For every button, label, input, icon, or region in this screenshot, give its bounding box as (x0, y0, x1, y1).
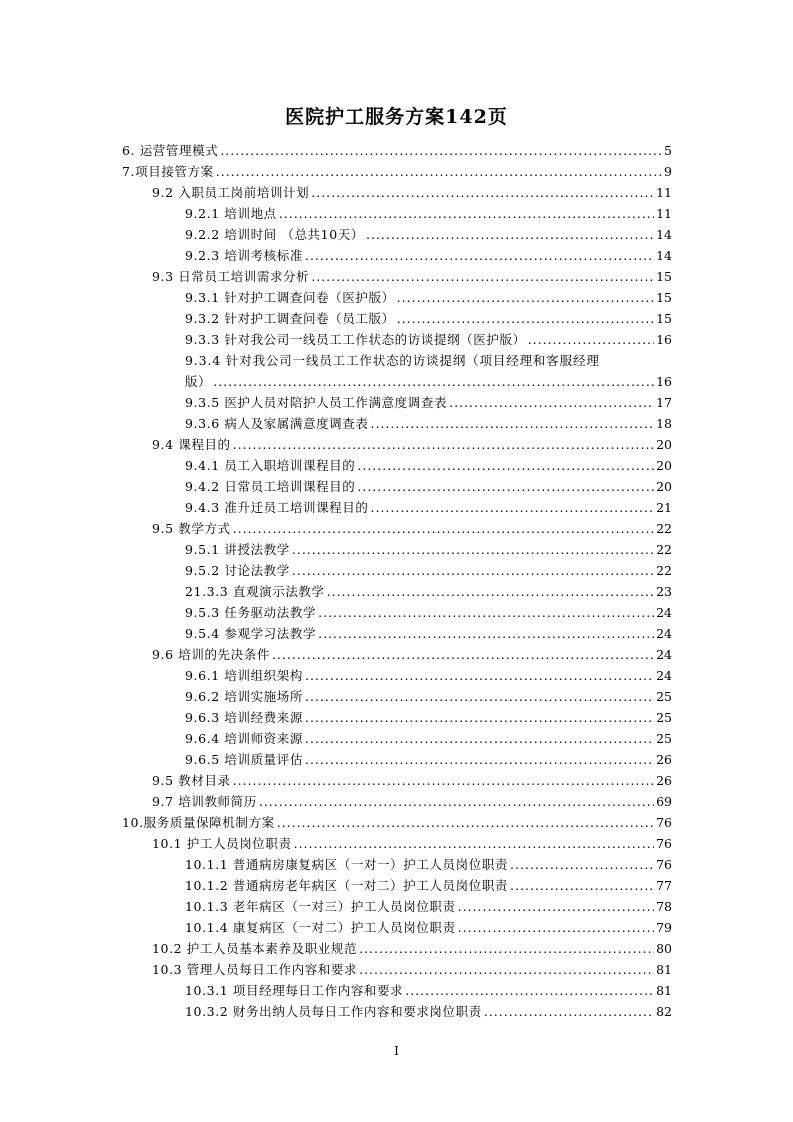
toc-label-continued: 版） (185, 374, 212, 389)
toc-leader-dots (220, 140, 662, 161)
toc-page-number: 20 (656, 437, 672, 452)
toc-label: 10.服务质量保障机制方案 (122, 815, 275, 830)
toc-label: 10.3.1 项目经理每日工作内容和要求 (185, 983, 404, 998)
toc-entry-9-5[interactable] (152, 518, 672, 539)
toc-leader-dots (259, 791, 654, 812)
toc-page-number: 9 (664, 164, 672, 179)
toc-leader-dots (484, 1001, 654, 1022)
toc-entry-9-3-2[interactable] (185, 308, 672, 329)
toc-page-number: 80 (656, 941, 672, 956)
toc-entry-9-4-1[interactable] (185, 455, 672, 476)
toc-entry-9-2[interactable] (152, 182, 672, 203)
toc-entry-10-1-2[interactable] (185, 875, 672, 896)
toc-page-number: 81 (656, 962, 672, 977)
toc-page-number: 11 (656, 185, 672, 200)
toc-entry-9-6-4[interactable] (185, 728, 672, 749)
toc-leader-dots (318, 602, 654, 623)
toc-page-number: 25 (656, 731, 672, 746)
toc-page-number: 20 (656, 458, 672, 473)
toc-leader-dots (528, 329, 654, 350)
toc-page-number: 15 (656, 311, 672, 326)
toc-label: 10.3 管理人员每日工作内容和要求 (152, 962, 358, 977)
toc-leader-dots (233, 770, 654, 791)
toc-label: 6. 运营管理模式 (122, 143, 219, 158)
toc-entry-9-6-5[interactable] (185, 749, 672, 770)
toc-leader-dots (510, 875, 654, 896)
toc-entry-10-1-1[interactable] (185, 854, 672, 875)
toc-page-number: 16 (656, 374, 672, 389)
toc-leader-dots (233, 518, 654, 539)
toc-label: 9.5.4 参观学习法教学 (185, 626, 317, 641)
toc-page-number: 22 (656, 542, 672, 557)
toc-label: 10.1.3 老年病区（一对三）护工人员岗位职责 (185, 899, 456, 914)
toc-label: 9.4.1 员工入职培训课程目的 (185, 458, 356, 473)
toc-page-number: 79 (656, 920, 672, 935)
toc-page-number: 24 (656, 668, 672, 683)
toc-entry-9-5-2[interactable] (185, 560, 672, 581)
toc-entry-9-2-3[interactable] (185, 245, 672, 266)
toc-leader-dots (277, 812, 654, 833)
toc-entry-9-3-4[interactable] (185, 350, 672, 392)
toc-leader-dots (405, 980, 654, 1001)
toc-label: 9.4.2 日常员工培训课程目的 (185, 479, 356, 494)
toc-page-number: 18 (656, 416, 672, 431)
toc-leader-dots (397, 308, 654, 329)
toc-leader-dots (397, 287, 654, 308)
toc-entry-21-3-3[interactable] (185, 581, 672, 602)
toc-leader-dots (216, 161, 662, 182)
toc-leader-dots (357, 455, 654, 476)
toc-leader-dots (311, 266, 654, 287)
toc-entry-10-3-2[interactable] (185, 1001, 672, 1022)
toc-page-number: 11 (656, 206, 672, 221)
toc-leader-dots (305, 707, 654, 728)
toc-leader-dots (305, 749, 654, 770)
toc-leader-dots (370, 497, 654, 518)
toc-page-number: 20 (656, 479, 672, 494)
toc-entry-9-4[interactable] (152, 434, 672, 455)
toc-entry-9-3-1[interactable] (185, 287, 672, 308)
toc-label: 9.7 培训教师简历 (152, 794, 257, 809)
toc-leader-dots (366, 224, 654, 245)
toc-page-number: 78 (656, 899, 672, 914)
toc-page-number: 14 (656, 227, 672, 242)
toc-label: 9.3.6 病人及家属满意度调查表 (185, 416, 369, 431)
toc-label: 9.3.4 针对我公司一线员工工作状态的访谈提纲（项目经理和客服经理 (185, 353, 600, 368)
toc-page-number: 76 (656, 857, 672, 872)
toc-leader-dots (327, 581, 654, 602)
toc-entry-9-6-3[interactable] (185, 707, 672, 728)
toc-entry-6[interactable] (122, 140, 672, 161)
toc-entry-9-6-2[interactable] (185, 686, 672, 707)
toc-entry-10-1-4[interactable] (185, 917, 672, 938)
toc-label: 9.2 入职员工岗前培训计划 (152, 185, 310, 200)
toc-entry-9-2-1[interactable] (185, 203, 672, 224)
toc-page-number: 76 (656, 815, 672, 830)
toc-label: 9.4.3 准升迁员工培训课程目的 (185, 500, 369, 515)
page-footer-number: I (394, 1044, 399, 1058)
toc-label: 10.1.4 康复病区（一对二）护工人员岗位职责 (185, 920, 456, 935)
toc-label: 9.6.2 培训实施场所 (185, 689, 303, 704)
toc-label: 21.3.3 直观演示法教学 (185, 584, 325, 599)
toc-leader-dots (213, 371, 654, 392)
toc-entry-9-3[interactable] (152, 266, 672, 287)
toc-entry-9-3-3[interactable] (185, 329, 672, 350)
document-title: 医院护工服务方案142页 (285, 106, 508, 128)
toc-label: 10.1.2 普通病房老年病区（一对二）护工人员岗位职责 (185, 878, 509, 893)
toc-label: 10.2 护工人员基本素养及职业规范 (152, 941, 358, 956)
toc-page-number: 22 (656, 563, 672, 578)
toc-leader-dots (318, 623, 654, 644)
toc-page-number: 25 (656, 710, 672, 725)
toc-leader-dots (279, 203, 654, 224)
toc-label: 9.3.1 针对护工调查问卷（医护版） (185, 290, 395, 305)
toc-leader-dots (292, 560, 654, 581)
toc-entry-10-3[interactable] (152, 959, 672, 980)
toc-label: 9.5.3 任务驱动法教学 (185, 605, 317, 620)
toc-label: 9.3.5 医护人员对陪护人员工作满意度调查表 (185, 395, 448, 410)
toc-entry-10-3-1[interactable] (185, 980, 672, 1001)
toc-entry-10-1-3[interactable] (185, 896, 672, 917)
toc-label: 7.项目接管方案 (122, 164, 214, 179)
toc-page-number: 25 (656, 689, 672, 704)
toc-leader-dots (359, 959, 654, 980)
toc-entry-9-6-1[interactable] (185, 665, 672, 686)
toc-leader-dots (292, 539, 654, 560)
toc-leader-dots (458, 917, 654, 938)
toc-entry-9-4-3[interactable] (185, 497, 672, 518)
toc-entry-9-5-textbooks[interactable] (152, 770, 672, 791)
toc-leader-dots (305, 245, 654, 266)
toc-entry-9-7[interactable] (152, 791, 672, 812)
toc-label: 9.5 教学方式 (152, 521, 231, 536)
toc-page-number: 15 (656, 269, 672, 284)
toc-leader-dots (294, 833, 654, 854)
toc-page-number: 5 (664, 143, 672, 158)
toc-label: 9.3.2 针对护工调查问卷（员工版） (185, 311, 395, 326)
toc-page-number: 24 (656, 647, 672, 662)
toc-entry-9-3-5[interactable] (185, 392, 672, 413)
toc-leader-dots (357, 476, 654, 497)
toc-leader-dots (272, 644, 654, 665)
toc-label: 9.3.3 针对我公司一线员工工作状态的访谈提纲（医护版） (185, 332, 526, 347)
toc-label: 9.4 课程目的 (152, 437, 231, 452)
toc-leader-dots (305, 665, 654, 686)
toc-label: 9.6.4 培训师资来源 (185, 731, 303, 746)
toc-page-number: 81 (656, 983, 672, 998)
toc-entry-10[interactable] (122, 812, 672, 833)
toc-page-number: 16 (656, 332, 672, 347)
toc-page-number: 21 (656, 500, 672, 515)
toc-label: 10.3.2 财务出纳人员每日工作内容和要求岗位职责 (185, 1004, 482, 1019)
toc-page-number: 69 (656, 794, 672, 809)
toc-page-number: 24 (656, 626, 672, 641)
toc-entry-9-5-4[interactable] (185, 623, 672, 644)
toc-entry-10-1[interactable] (152, 833, 672, 854)
toc-leader-dots (510, 854, 654, 875)
toc-entry-9-5-3[interactable] (185, 602, 672, 623)
toc-label: 9.6.1 培训组织架构 (185, 668, 303, 683)
toc-leader-dots (233, 434, 654, 455)
toc-entry-9-3-6[interactable] (185, 413, 672, 434)
toc-page-number: 82 (656, 1004, 672, 1019)
toc-leader-dots (370, 413, 654, 434)
toc-page-number: 22 (656, 521, 672, 536)
toc-label: 9.5.2 讨论法教学 (185, 563, 290, 578)
toc-page-number: 76 (656, 836, 672, 851)
toc-label: 9.6.3 培训经费来源 (185, 710, 303, 725)
toc-label: 9.6 培训的先决条件 (152, 647, 270, 662)
toc-page-number: 23 (656, 584, 672, 599)
toc-leader-dots (449, 392, 654, 413)
toc-page-number: 77 (656, 878, 672, 893)
toc-label: 9.6.5 培训质量评估 (185, 752, 303, 767)
toc-label: 9.5 教材目录 (152, 773, 231, 788)
toc-label: 9.5.1 讲授法教学 (185, 542, 290, 557)
toc-page-number: 17 (656, 395, 672, 410)
toc-entry-7[interactable] (122, 161, 672, 182)
toc-label: 9.3 日常员工培训需求分析 (152, 269, 310, 284)
toc-label: 9.2.3 培训考核标准 (185, 248, 303, 263)
toc-page-number: 14 (656, 248, 672, 263)
toc-label: 9.2.2 培训时间 （总共10天） (185, 227, 364, 242)
toc-entry-9-2-2[interactable] (185, 224, 672, 245)
toc-leader-dots (311, 182, 654, 203)
toc-label: 10.1.1 普通病房康复病区（一对一）护工人员岗位职责 (185, 857, 509, 872)
toc-label: 10.1 护工人员岗位职责 (152, 836, 292, 851)
toc-page-number: 24 (656, 605, 672, 620)
toc-page-number: 15 (656, 290, 672, 305)
toc-entry-9-4-2[interactable] (185, 476, 672, 497)
toc-entry-10-2[interactable] (152, 938, 672, 959)
toc-label: 9.2.1 培训地点 (185, 206, 277, 221)
toc-leader-dots (359, 938, 654, 959)
toc-entry-9-6[interactable] (152, 644, 672, 665)
toc-leader-dots (305, 686, 654, 707)
toc-page-number: 26 (656, 773, 672, 788)
toc-leader-dots (305, 728, 654, 749)
toc-leader-dots (458, 896, 654, 917)
toc-entry-9-5-1[interactable] (185, 539, 672, 560)
toc-page-number: 26 (656, 752, 672, 767)
